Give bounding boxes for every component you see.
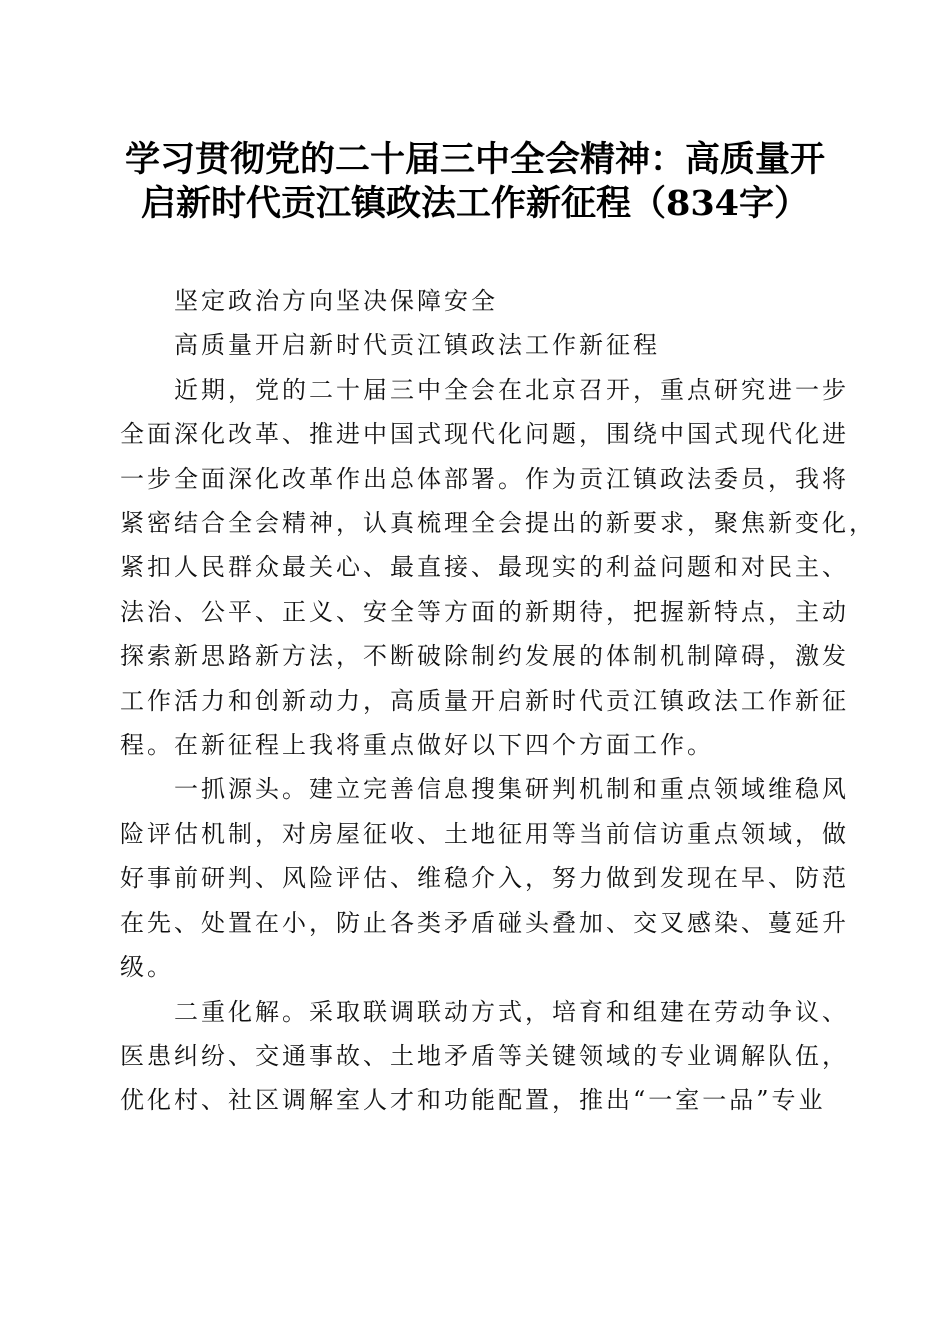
paragraph-line: 探索新思路新方法，不断破除制约发展的体制机制障碍，激发 <box>120 642 849 671</box>
subtitle-line-2: 高质量开启新时代贡江镇政法工作新征程 <box>174 331 660 360</box>
paragraph-line: 险评估机制，对房屋征收、土地征用等当前信访重点领域，做 <box>120 819 849 848</box>
title-line-1: 学习贯彻党的二十届三中全会精神：高质量开 <box>124 139 825 180</box>
title-line-2: 启新时代贡江镇政法工作新征程（834字） <box>140 183 810 224</box>
paragraph-line: 程。在新征程上我将重点做好以下四个方面工作。 <box>120 731 714 760</box>
paragraph-line: 好事前研判、风险评估、维稳介入，努力做到发现在早、防范 <box>120 864 849 893</box>
paragraph-line: 工作活力和创新动力，高质量开启新时代贡江镇政法工作新征 <box>120 686 849 715</box>
paragraph-line: 二重化解。采取联调联动方式，培育和组建在劳动争议、 <box>174 997 849 1026</box>
paragraph-line: 法治、公平、正义、安全等方面的新期待，把握新特点，主动 <box>120 597 849 626</box>
paragraph-line: 级。 <box>120 953 174 982</box>
paragraph-line: 在先、处置在小，防止各类矛盾碰头叠加、交叉感染、蔓延升 <box>120 908 849 937</box>
paragraph-line: 紧密结合全会精神，认真梳理全会提出的新要求，聚焦新变化， <box>120 509 876 538</box>
paragraph-line: 近期，党的二十届三中全会在北京召开，重点研究进一步 <box>174 375 849 404</box>
document-body <box>120 279 876 1123</box>
subtitle-line-1: 坚定政治方向坚决保障安全 <box>174 287 498 315</box>
paragraph-resolution <box>120 990 849 1123</box>
paragraph-line: 一抓源头。建立完善信息搜集研判机制和重点领域维稳风 <box>174 775 849 804</box>
paragraph-intro <box>120 368 876 768</box>
paragraph-line: 优化村、社区调解室人才和功能配置，推出“一室一品”专业 <box>120 1086 826 1115</box>
paragraph-source-control <box>120 767 849 989</box>
paragraph-line: 医患纠纷、交通事故、土地矛盾等关键领域的专业调解队伍， <box>120 1041 849 1070</box>
paragraph-line: 一步全面深化改革作出总体部署。作为贡江镇政法委员，我将 <box>120 464 849 493</box>
paragraph-line: 全面深化改革、推进中国式现代化问题，围绕中国式现代化进 <box>120 420 849 449</box>
document-title <box>100 138 850 226</box>
paragraph-line: 紧扣人民群众最关心、最直接、最现实的利益问题和对民主、 <box>120 553 849 582</box>
